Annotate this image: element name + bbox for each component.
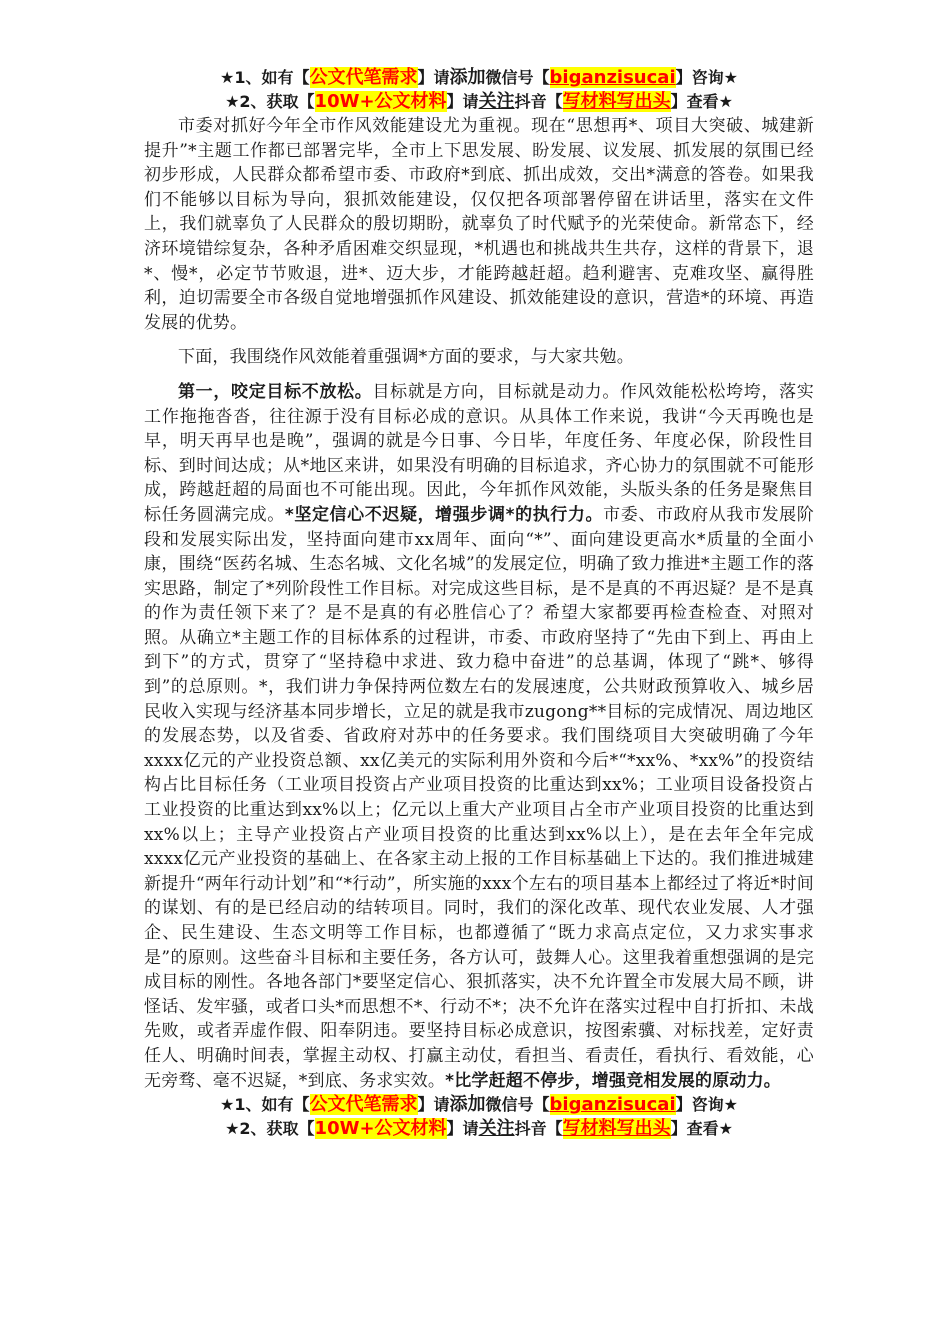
promo-text: ★1、如有【 [220,68,310,87]
promo-emphasis: 关注 [478,1118,515,1140]
promo-line-top-1 [144,66,814,90]
promo-text: 抖音【 [514,1119,563,1139]
promo-line-bottom-1 [144,1093,814,1117]
promo-text: 】请 [417,68,450,87]
section-heading: 第一，咬定目标不放松。 [178,381,373,402]
wechat-id-link[interactable]: biganzisucai [549,67,676,88]
promo-line-bottom-2 [144,1117,814,1141]
promo-text: 微信号【 [485,68,550,87]
paragraph-first-point [144,380,814,1093]
paragraph-transition: 下面，我围绕作风效能着重强调*方面的要求，与大家共勉。 [178,347,634,368]
promo-text: 】请 [417,1095,450,1115]
promo-text: 】咨询★ [675,68,738,87]
wechat-id-link[interactable]: biganzisucai [549,1094,676,1116]
promo-highlight: 10W+公文材料 [314,91,447,112]
paragraph-text: 目标就是方向，目标就是动力。作风效能松松垮垮，落实工作拖拖沓沓，往往源于没有目标必成的意识。从具体工作来说，我讲“今天再晚也是早，明天再早也是晚”，强调的就是今日事、今日毕，年度任务、年度必保，阶段性目标、到时间达成；从*地区来讲，如果没有明确的目标追求，齐心协力的氛围就不可能形成，跨越赶超的局面也不可能出现。因此，今年抓作风效能，头版头条的任务是聚焦目标任务圆满完成。 [144,381,815,525]
promo-highlight: 公文代笔需求 [309,1094,418,1116]
subsection-heading: *比学赶超不停步，增强竞相发展的原动力。 [445,1070,781,1091]
paragraph-intro: 市委对抓好今年全市作风效能建设尤为重视。现在“思想再*、项目大突破、城建新提升”*主题工作都已部署完毕，全市上下思发展、盼发展、议发展、抓发展的氛围已经初步形成，人民群众都希望市委、市政府*到底、抓出成效，交出*满意的答卷。如果我们不能够以目标为导向，狠抓效能建设，仅仅把各项部署停留在讲话里，落实在文件上，我们就辜负了人民群众的殷切期盼，就辜负了时代赋予的光荣使命。新常态下，经济环境错综复杂，各种矛盾困难交织显现，*机遇也和挑战共生共存，这样的背景下，退*、慢*，必定节节败退，进*、迈大步，才能跨越赶超。趋利避害、克难攻坚、赢得胜利，迫切需要全市各级自觉地增强抓作风建设、抓效能建设的意识，营造*的环境、再造发展的优势。 [144,116,814,333]
promo-highlight: 10W+公文材料 [314,1118,447,1140]
document-page [144,66,814,1141]
promo-text: 】请 [446,1119,479,1139]
promo-highlight: 公文代笔需求 [309,67,418,88]
promo-emphasis: 添加 [449,67,486,88]
promo-emphasis: 添加 [449,1094,486,1116]
promo-text: ★2、获取【 [225,92,315,111]
promo-text: ★1、如有【 [220,1095,310,1115]
promo-text: 抖音【 [514,92,563,111]
promo-text: 】查看★ [670,1119,733,1139]
promo-text: 】咨询★ [675,1095,738,1115]
promo-text: 微信号【 [485,1095,550,1115]
promo-emphasis: 关注 [478,91,515,112]
paragraph-text: 市委、市政府从我市发展阶段和发展实际出发，坚持面向建市xx周年、面向“*”、面向建设更高水*质量的全面小康，围绕“医药名城、生态名城、文化名城”的发展定位，明确了致力推进*主题工作的落实思路，制定了*列阶段性工作目标。对完成这些目标，是不是真的不再迟疑？是不是真的作为责任领下来了？是不是真的有必胜信心了？希望大家都要再检查检查、对照对照。从确立*主题工作的目标体系的过程讲，市委、市政府坚持了“先由下到上、再由上到下”的方式，贯穿了“坚持稳中求进、致力稳中奋进”的总基调，体现了“跳*、够得到”的总原则。*，我们讲力争保持两位数左右的发展速度，公共财政预算收入、城乡居民收入实现与经济基本同步增长，立足的就是我市zugong**目标的完成情况、周边地区的发展态势，以及省委、省政府对苏中的任务要求。我们围绕项目大突破明确了今年xxxx亿元的产业投资总额、xx亿美元的实际利用外资和今后*“*xx%、*xx%”的投资结构占比目标任务（工业项目投资占产业项目投资的比重达到xx%；工业项目设备投资占工业投资的比重达到xx%以上；亿元以上重大产业项目占全市产业项目投资的比重达到xx%以上；主导产业投资占产业项目投资的比重达到xx%以上），是在去年全年完成xxxx亿元产业投资的基础上、在各家主动上报的工作目标基础上下达的。我们推进城建新提升“两年行动计划”和“*行动”，所实施的xxx个左右的项目基本上都经过了将近*时间的谋划、有的是已经启动的结转项目。同时，我们的深化改革、现代农业发展、人才强企、民生建设、生态文明等工作目标，也都遵循了“既力求高点定位，又力求实事求是”的原则。这些奋斗目标和主要任务，各方认可，鼓舞人心。这里我着重想强调的是完成目标的刚性。各地各部门*要坚定信心、狠抓落实，决不允许置全市发展大局不顾，讲怪话、发牢骚，或者口头*而思想不*、行动不*；决不允许在落实过程中自打折扣、未战先败，或者弄虚作假、阳奉阴违。要坚持目标必成意识，按图索骥、对标找差，定好责任人、明确时间表，掌握主动权、打赢主动仗，看担当、看责任，看执行、看效能，心无旁骛、毫不迟疑，*到底、务求实效。 [144,504,814,1091]
douyin-account-link[interactable]: 写材料写出头 [562,91,671,112]
promo-text: 】请 [446,92,479,111]
douyin-account-link[interactable]: 写材料写出头 [562,1118,671,1140]
promo-text: 】查看★ [670,92,733,111]
promo-line-top-2 [144,90,814,114]
subsection-heading: *坚定信心不迟疑，增强步调*的执行力。 [284,504,604,525]
promo-text: ★2、获取【 [225,1119,315,1139]
